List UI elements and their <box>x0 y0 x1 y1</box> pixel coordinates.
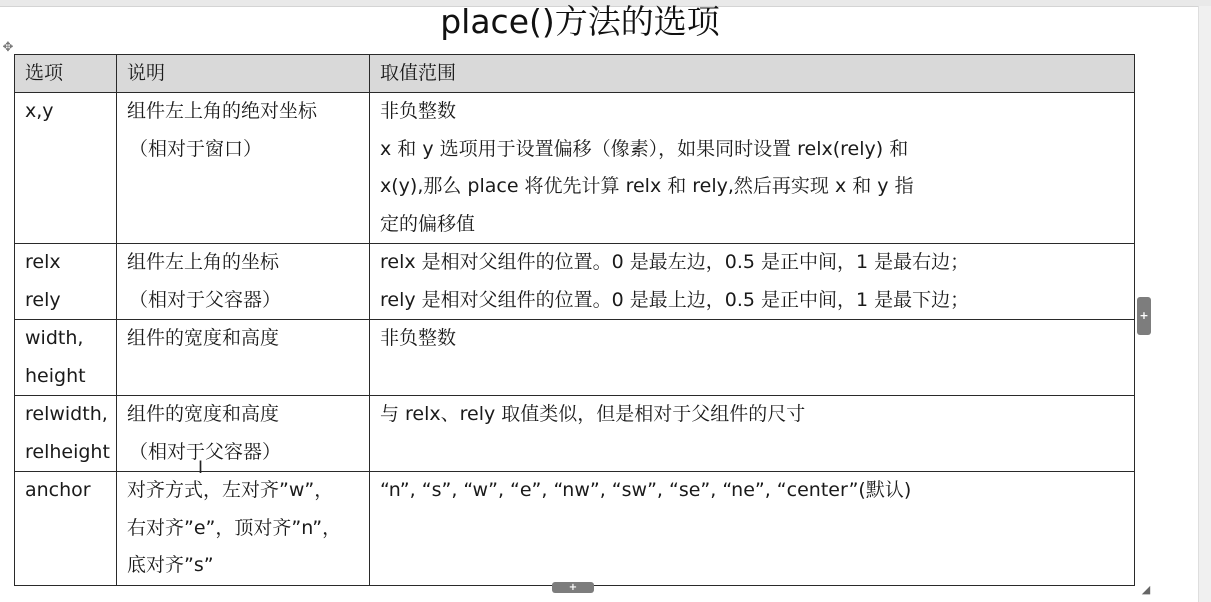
range-text: “n”, “s”, “w”, “e”, “nw”, “sw”, “se”, “ne”, “center”(默认) <box>380 479 912 501</box>
resize-corner-icon[interactable]: ◢ <box>1141 583 1151 596</box>
description-cell <box>117 320 370 396</box>
option-text: relx <box>25 251 61 273</box>
plus-icon[interactable]: + <box>552 582 594 593</box>
move-handle-icon[interactable]: ✥ <box>2 40 14 55</box>
description-text: 对齐方式，左对齐”w”， <box>127 479 334 501</box>
option-cell <box>15 244 117 320</box>
range-text: x 和 y 选项用于设置偏移（像素），如果同时设置 relx(rely) 和 <box>380 137 909 160</box>
range-cell <box>370 472 1135 586</box>
header-range: 取值范围 <box>370 55 1135 93</box>
option-text: width, <box>25 327 84 349</box>
range-text: rely 是相对父组件的位置。0 是最上边，0.5 是正中间，1 是最下边； <box>380 288 970 311</box>
option-cell <box>15 93 117 244</box>
description-cell <box>117 472 370 586</box>
range-text: relx 是相对父组件的位置。0 是最左边，0.5 是正中间，1 是最右边； <box>380 251 970 273</box>
range-text: x(y),那么 place 将优先计算 relx 和 rely,然后再实现 x 和 y 指 <box>380 175 914 197</box>
range-cell <box>370 93 1135 244</box>
range-text: 定的偏移值 <box>380 212 476 235</box>
table-row <box>15 472 1135 586</box>
table-row <box>15 320 1135 396</box>
option-text: relwidth, <box>25 403 108 425</box>
description-text: 底对齐”s” <box>127 554 214 576</box>
option-cell <box>15 396 117 472</box>
range-cell <box>370 320 1135 396</box>
option-text: x,y <box>25 100 54 122</box>
plus-icon[interactable]: + <box>1137 297 1151 335</box>
range-cell <box>370 396 1135 472</box>
description-text: （相对于父容器） <box>129 440 282 463</box>
description-text: 右对齐”e”，顶对齐”n”， <box>127 516 342 539</box>
description-cell <box>117 396 370 472</box>
table-row <box>15 396 1135 472</box>
range-text: 非负整数 <box>380 327 457 349</box>
description-text: 组件的宽度和高度 <box>127 403 280 425</box>
description-text: 组件左上角的坐标 <box>127 251 280 273</box>
option-text: rely <box>25 288 61 311</box>
description-cell <box>117 93 370 244</box>
description-cell <box>117 244 370 320</box>
table-row <box>15 244 1135 320</box>
option-cell <box>15 320 117 396</box>
option-text: height <box>25 364 86 387</box>
header-description: 说明 <box>117 55 370 93</box>
right-scroll-strip[interactable] <box>1198 6 1211 602</box>
slide-title: place()方法的选项 <box>440 2 720 41</box>
description-text: （相对于父容器） <box>129 288 282 311</box>
range-text: 与 relx、rely 取值类似，但是相对于父组件的尺寸 <box>380 403 806 425</box>
table-row <box>15 93 1135 244</box>
description-text: 组件的宽度和高度 <box>127 327 280 349</box>
option-text: relheight <box>25 440 110 463</box>
header-option: 选项 <box>15 55 117 93</box>
range-cell <box>370 244 1135 320</box>
description-text: （相对于窗口） <box>129 137 263 160</box>
text-cursor-icon: I <box>198 458 204 478</box>
table-header-row <box>15 55 1135 93</box>
options-table <box>14 54 1135 586</box>
range-text: 非负整数 <box>380 100 457 122</box>
option-text: anchor <box>25 479 91 501</box>
option-cell <box>15 472 117 586</box>
description-text: 组件左上角的绝对坐标 <box>127 100 318 122</box>
